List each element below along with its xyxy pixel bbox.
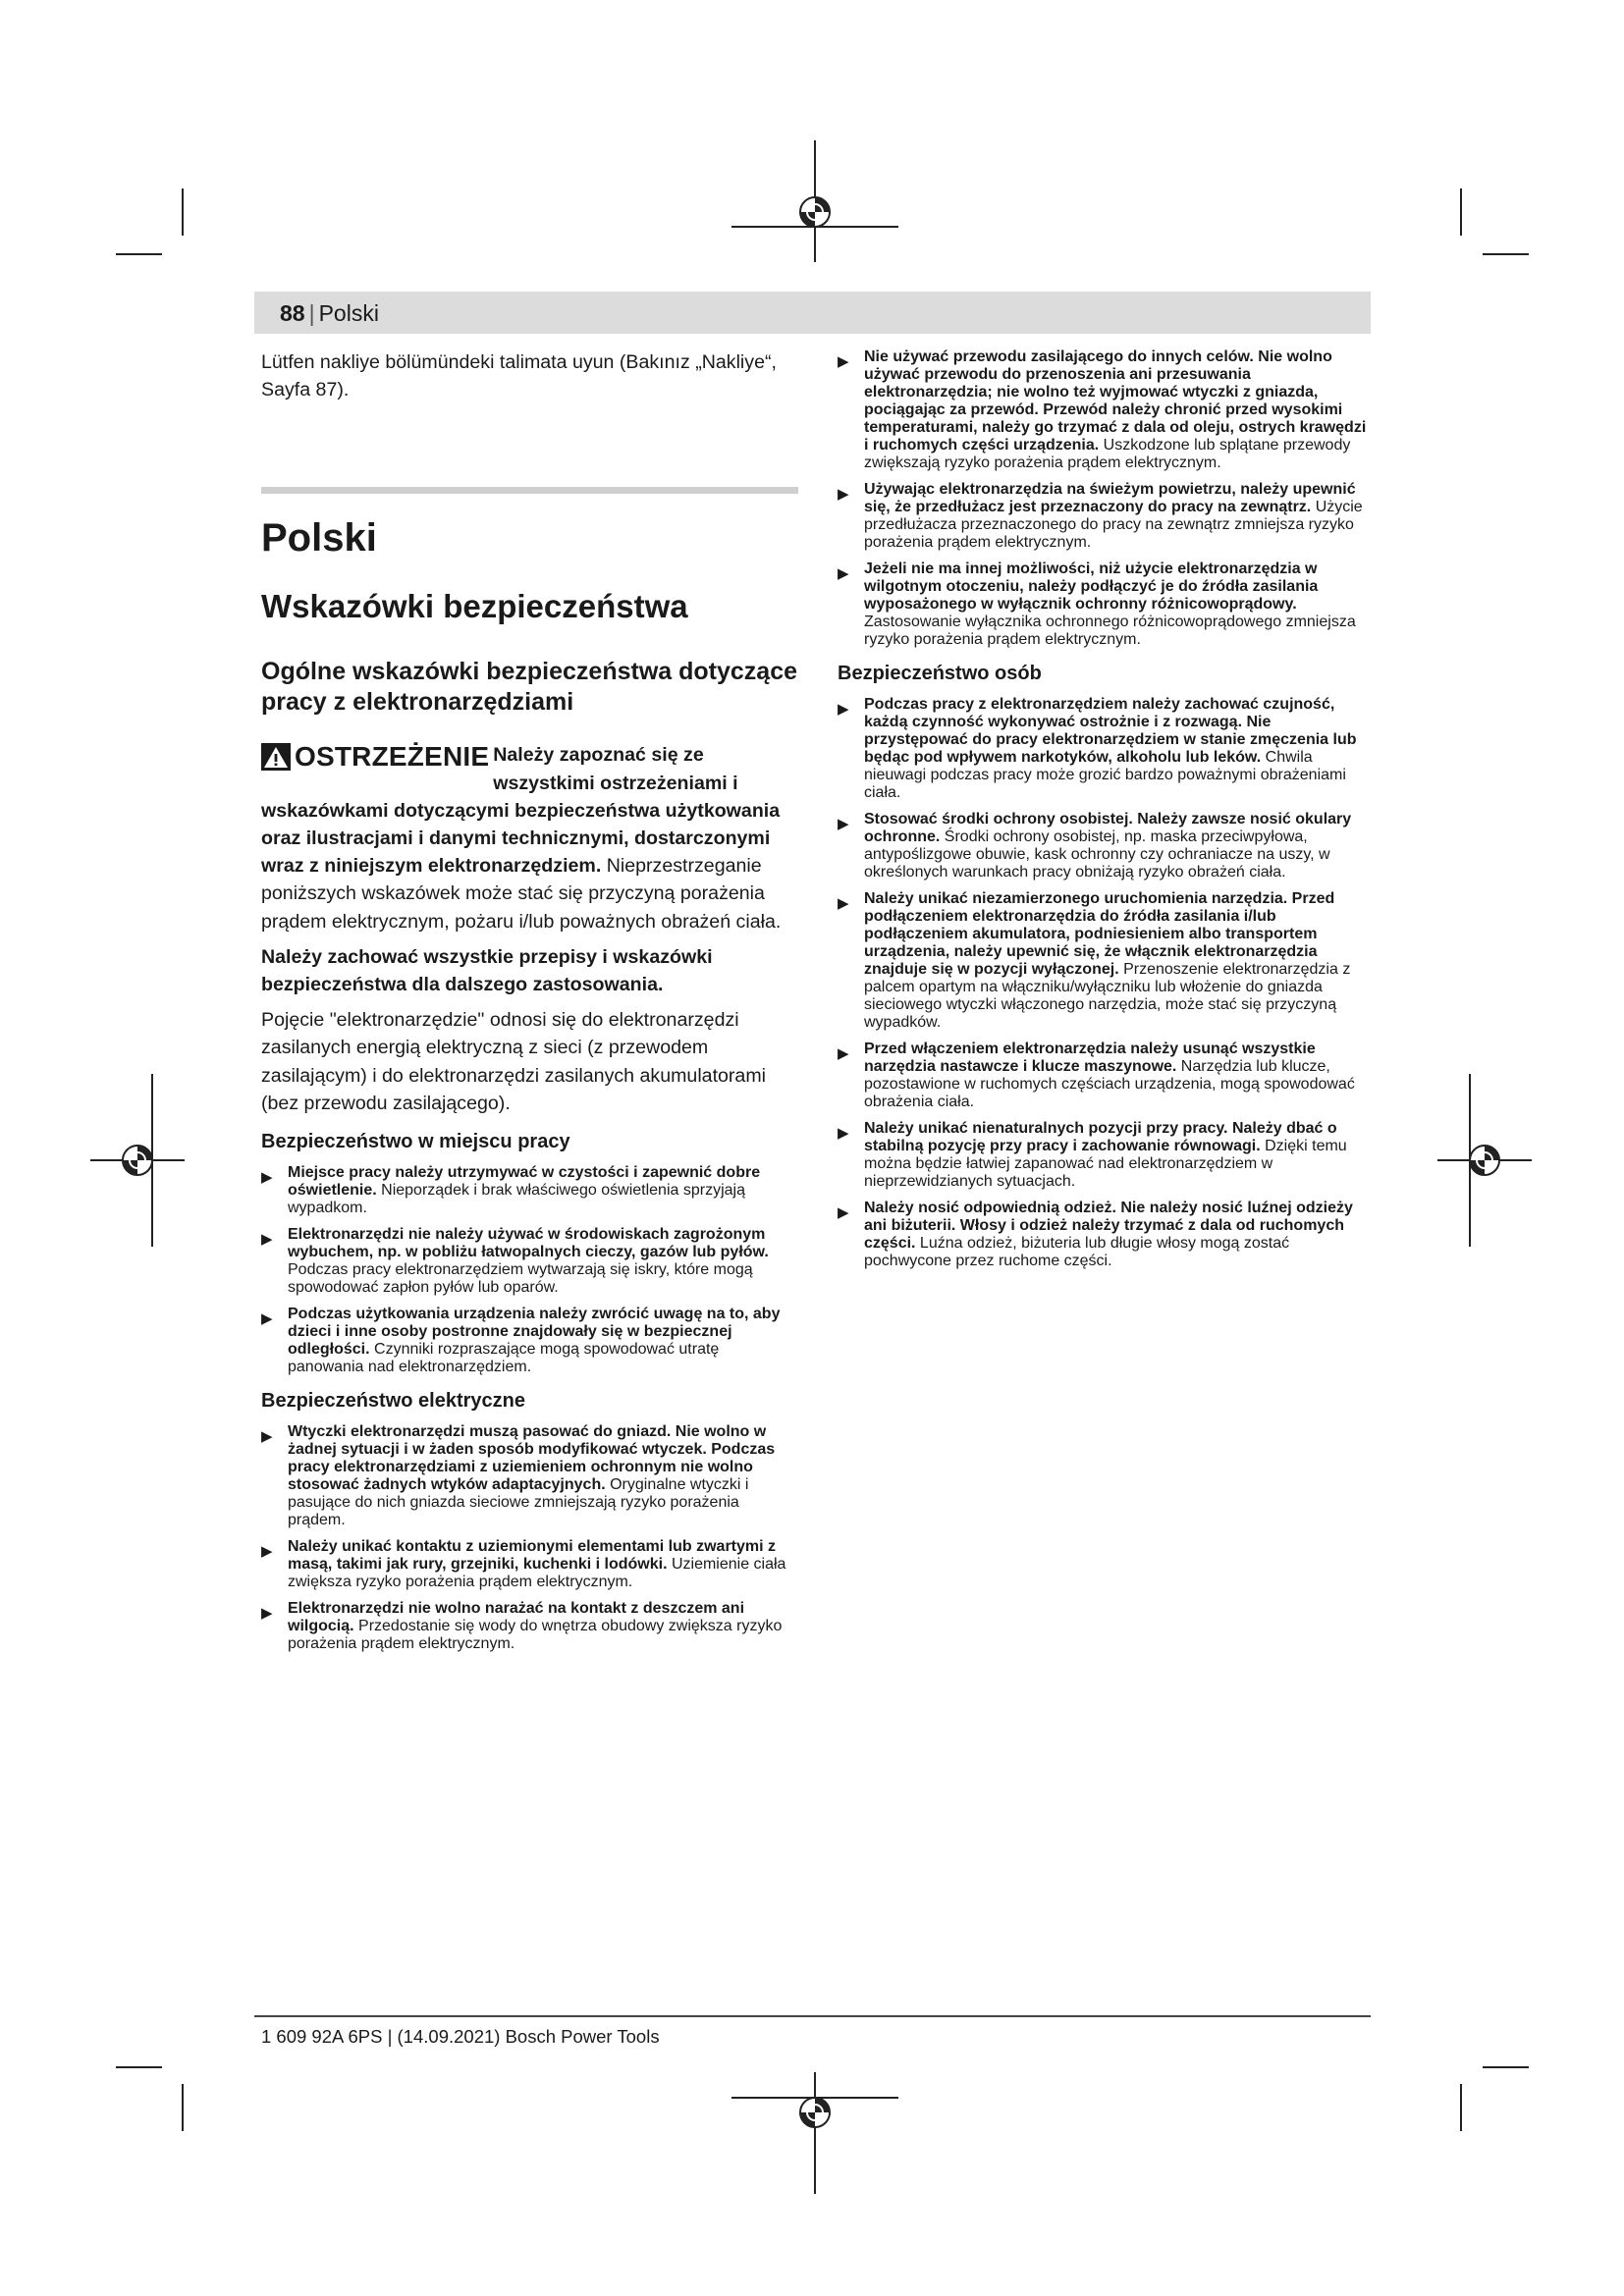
right-column [838,348,1375,1270]
crop-mark [1460,188,1462,236]
section-divider [261,487,798,494]
arrow-bullet-icon: ▶ [838,1045,849,1062]
warning-triangle-icon [261,743,291,771]
warning-bold-text: Należy zapoznać się ze wszystkimi ostrzeżeniami i wskazówkami dotyczącymi bezpieczeństwa użytkowania oraz ilustracjami i danymi technicznymi, dostarczonymi wraz z niniejszym elektronarzędziem. [261,744,781,878]
list-item [261,1600,798,1653]
item-text: Narzędzia lub klucze, pozostawione w ruchomych częściach urządzenia, mogą spowodować obrażenia ciała. [864,1058,1355,1110]
item-bold: Nie używać przewodu zasilającego do innych celów. Nie wolno używać przewodu do przenoszenia ani przesuwania elektronarzędzia; nie wolno też wyjmować wtyczki z gniazda, pociągając za przewód. Przewód należy chronić przed wysokimi temperaturami, należy go trzymać z dala od oleju, ostrych krawędzi i ruchomych części urządzenia. [864,348,1367,454]
registration-mark-icon [88,1072,187,1249]
arrow-bullet-icon: ▶ [261,1605,273,1623]
item-text: Uziemienie ciała zwiększa ryzyko porażenia prądem elektrycznym. [288,1556,786,1591]
arrow-bullet-icon: ▶ [261,1169,273,1187]
header-separator: | [308,300,315,326]
arrow-bullet-icon: ▶ [838,353,849,370]
item-text: Dzięki temu można będzie łatwiej zapanować nad elektronarzędziem w nieprzewidzianych sytuacjach. [864,1138,1347,1190]
arrow-bullet-icon: ▶ [838,895,849,912]
arrow-bullet-icon: ▶ [838,816,849,832]
item-bold: Przed włączeniem elektronarzędzia należy usunąć wszystkie narzędzia nastawcze i klucze maszynowe. [864,1041,1316,1075]
list-item [261,1423,798,1529]
warning-block [261,741,798,934]
item-text: Czynniki rozpraszające mogą spowodować utratę panowania nad elektronarzędziem. [288,1341,720,1376]
item-text: Podczas pracy elektronarzędziem wytwarzają się iskry, które mogą spowodować zapłon pyłów lub oparów. [288,1261,753,1297]
item-bold: Używając elektronarzędzia na świeżym powietrzu, należy upewnić się, że przedłużacz jest przeznaczony do pracy na zewnątrz. [864,481,1356,515]
electrical-list [261,1423,798,1653]
crop-mark [116,2066,162,2068]
crop-mark [182,2084,184,2131]
warning-label: OSTRZEŻENIE [295,741,490,773]
workplace-list [261,1164,798,1376]
page-footer: 1 609 92A 6PS | (14.09.2021) Bosch Power Tools [261,2026,660,2047]
item-bold: Należy nosić odpowiednią odzież. Nie należy nosić luźnej odzieży ani biżuterii. Włosy i odzież należy trzymać z dala od ruchomych części. [864,1200,1353,1252]
personal-list [838,696,1375,1270]
list-item [261,1164,798,1217]
item-bold: Elektronarzędzi nie należy używać w środowiskach zagrożonym wybuchem, np. w pobliżu łatwopalnych cieczy, gazów lub pyłów. [288,1226,769,1261]
crop-mark [1483,2066,1529,2068]
warning-normal-text: Nieprzestrzeganie poniższych wskazówek może stać się przyczyną porażenia prądem elektrycznym, pożaru i/lub poważnych obrażeń ciała. [261,855,782,933]
section-title: Polski [261,516,377,561]
general-heading: Ogólne wskazówki bezpieczeństwa dotyczące pracy z elektronarzędziami [261,658,798,717]
crop-mark [1483,253,1529,255]
item-bold: Należy unikać kontaktu z uziemionymi elementami lub zwartymi z masą, takimi jak rury, grzejniki, kuchenki i lodówki. [288,1538,777,1574]
definition-paragraph: Pojęcie "elektronarzędzie" odnosi się do elektronarzędzi zasilanych energią elektryczną z sieci (z przewodem zasilającym) i do elektronarzędzi zasilanych akumulatorami (bez przewodu zasilającego). [261,1009,767,1114]
header-language: Polski [318,300,379,326]
warning-badge [261,741,489,773]
header-text [280,299,379,327]
registration-mark-icon [1435,1072,1534,1249]
registration-mark-icon [727,137,903,265]
list-item [838,348,1375,472]
left-column [261,348,798,1653]
keep-instructions: Należy zachować wszystkie przepisy i wskazówki bezpieczeństwa dla dalszego zastosowania. [261,945,713,996]
list-item [261,1226,798,1297]
arrow-bullet-icon: ▶ [838,486,849,503]
personal-heading: Bezpieczeństwo osób [838,663,1042,684]
item-bold: Miejsce pracy należy utrzymywać w czystości i zapewnić dobre oświetlenie. [288,1164,761,1200]
list-item [838,481,1375,552]
list-item [838,1200,1375,1270]
item-text: Użycie przedłużacza przeznaczonego do pracy na zewnątrz zmniejsza ryzyko porażenia prądem elektrycznym. [864,499,1363,551]
list-item [838,1041,1375,1111]
item-text: Zastosowanie wyłącznika ochronnego różnicowoprądowego zmniejsza ryzyko porażenia prądem elektrycznym. [864,614,1356,648]
item-bold: Elektronarzędzi nie wolno narażać na kontakt z deszczem ani wilgocią. [288,1600,745,1635]
list-item [838,1120,1375,1191]
arrow-bullet-icon: ▶ [261,1428,273,1446]
item-bold: Podczas pracy z elektronarzędziem należy zachować czujność, każdą czynność wykonywać ostrożnie i z rozwagą. Nie przystępować do pracy elektronarzędziem w stanie zmęczenia lub będąc pod wpływem narkotyków, alkoholu lub leków. [864,696,1357,766]
item-bold: Jeżeli nie ma innej możliwości, niż użycie elektronarzędzia w wilgotnym otoczeniu, należy podłączyć je do źródła zasilania wyposażonego w wyłącznik ochronny różnicowoprądowy. [864,561,1319,613]
item-bold: Stosować środki ochrony osobistej. Należy zawsze nosić okulary ochronne. [864,811,1352,845]
arrow-bullet-icon: ▶ [261,1310,273,1328]
arrow-bullet-icon: ▶ [261,1231,273,1249]
arrow-bullet-icon: ▶ [838,1204,849,1221]
list-item [838,811,1375,881]
arrow-bullet-icon: ▶ [838,1125,849,1142]
footer-rule [254,2015,1371,2017]
item-text: Chwila nieuwagi podczas pracy może grozić bardzo poważnymi obrażeniami ciała. [864,749,1346,801]
list-item [261,1538,798,1591]
crop-mark [116,253,162,255]
electrical-heading: Bezpieczeństwo elektryczne [261,1390,525,1413]
page-number: 88 [280,300,305,326]
item-text: Nieporządek i brak właściwego oświetlenia sprzyjają wypadkom. [288,1182,745,1217]
arrow-bullet-icon: ▶ [838,565,849,582]
page-header [254,292,1371,334]
item-text: Przedostanie się wody do wnętrza obudowy zwiększa ryzyko porażenia prądem elektrycznym. [288,1618,783,1653]
item-text: Oryginalne wtyczki i pasujące do nich gniazda sieciowe zmniejszają ryzyko porażenia prądem. [288,1476,749,1529]
list-item [838,696,1375,802]
registration-mark-icon [727,2069,903,2197]
arrow-bullet-icon: ▶ [261,1543,273,1561]
item-text: Luźna odzież, biżuteria lub długie włosy mogą zostać pochwycone przez ruchome części. [864,1235,1290,1269]
item-text: Uszkodzone lub splątane przewody zwiększają ryzyko porażenia prądem elektrycznym. [864,437,1351,471]
item-text: Przenoszenie elektronarzędzia z palcem opartym na włączniku/wyłączniku lub włożenie do gniazda sieciowego wtyczki włączonego narzędzia, może stać się przyczyną wypadków. [864,961,1351,1031]
workplace-heading: Bezpieczeństwo w miejscu pracy [261,1131,570,1153]
item-bold: Należy unikać niezamierzonego uruchomienia narzędzia. Przed podłączeniem elektronarzędzia do źródła zasilania i/lub podłączeniem akumulatora, podniesieniem albo transportem urządzenia, należy upewnić się, że włącznik elektronarzędzia znajduje się w pozycji wyłączonej. [864,890,1335,978]
crop-mark [182,188,184,236]
list-item [838,561,1375,649]
subsection-title: Wskazówki bezpieczeństwa [261,588,688,625]
crop-mark [1460,2084,1462,2131]
list-item [838,890,1375,1032]
electrical-list-continued [838,348,1375,649]
item-text: Środki ochrony osobistej, np. maska przeciwpyłowa, antypoślizgowe obuwie, kask ochronny czy ochraniacze na uszy, w określonych warunkach pracy obniżają ryzyko obrażeń ciała. [864,828,1330,881]
arrow-bullet-icon: ▶ [838,701,849,718]
list-item [261,1306,798,1376]
item-bold: Należy unikać nienaturalnych pozycji przy pracy. Należy dbać o stabilną pozycję przy pracy i zachowanie równowagi. [864,1120,1337,1154]
item-bold: Wtyczki elektronarzędzi muszą pasować do gniazd. Nie wolno w żadnej sytuacji i w żaden sposób modyfikować wtyczek. Podczas pracy elektronarzędziami z uziemieniem ochronnym nie wolno stosować żadnych wtyków adaptacyjnych. [288,1423,776,1494]
intro-paragraph: Lütfen nakliye bölümündeki talimata uyun (Bakınız „Nakliye“, Sayfa 87). [261,351,777,401]
item-bold: Podczas użytkowania urządzenia należy zwrócić uwagę na to, aby dzieci i inne osoby postronne znajdowały się w bezpiecznej odległości. [288,1306,781,1359]
